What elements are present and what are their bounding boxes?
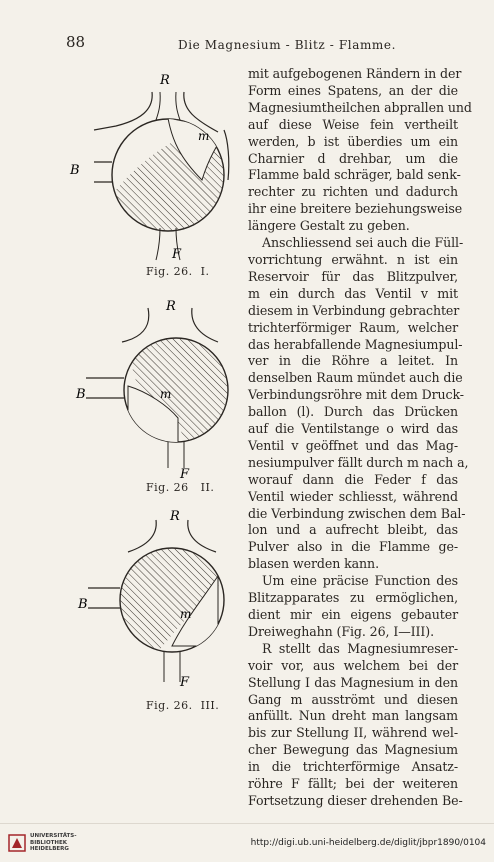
text-line: lon und a aufrecht bleibt, das: [248, 522, 458, 538]
svg-text:B: B: [76, 387, 86, 402]
text-line: in die trichterförmige Ansatz-: [248, 759, 458, 775]
svg-text:B: B: [70, 163, 80, 178]
text-line: diesem in Verbindung gebrachter: [248, 302, 460, 318]
text-line: vorrichtung erwähnt. n ist ein: [248, 251, 458, 267]
text-line: anfüllt. Nun dreht man langsam: [248, 708, 458, 724]
text-line: rechter zu richten und dadurch: [248, 184, 458, 200]
text-line: das herabfallende Magnesiumpul-: [248, 336, 463, 352]
text-line: Pulver also in die Flamme ge-: [248, 539, 458, 555]
svg-text:R: R: [160, 73, 170, 88]
text-line: ballon (l). Durch das Drücken: [248, 404, 458, 420]
text-line: nesiumpulver fällt durch m nach a,: [248, 454, 469, 470]
text-line: cher Bewegung das Magnesium: [248, 742, 458, 758]
text-line: R stellt das Magnesiumreser-: [262, 640, 458, 656]
figure-26-i: [68, 70, 234, 266]
svg-text:R: R: [166, 299, 176, 314]
svg-text:m: m: [198, 129, 210, 143]
text-line: Ventil wieder schliesst, während: [248, 488, 458, 504]
text-line: Magnesiumtheilchen abprallen und: [248, 99, 472, 115]
text-line: werden, b ist überdies um ein: [248, 133, 458, 149]
text-line: Gang m ausströmt und diesen: [248, 691, 458, 707]
text-line: ver in die Röhre a leitet. In: [248, 353, 458, 369]
text-line: auf diese Weise fein vertheilt: [248, 116, 458, 132]
figure-26-ii: [68, 298, 234, 488]
text-line: Dreiweghahn (Fig. 26, I—III).: [248, 623, 435, 639]
text-line: Anschliessend sei auch die Füll-: [262, 235, 464, 251]
figure-caption-iii: Fig. 26. III.: [146, 699, 220, 712]
text-line: Um eine präcise Function des: [262, 573, 458, 589]
text-line: blasen werden kann.: [248, 556, 379, 572]
source-url-link[interactable]: http://digi.ub.uni-heidelberg.de/diglit/jbpr1890/0104: [250, 838, 486, 848]
text-line: Ventil v geöffnet und das Mag-: [248, 437, 458, 453]
text-line: längere Gestalt zu geben.: [248, 218, 410, 234]
footer: [0, 823, 494, 862]
svg-text:F: F: [180, 675, 190, 690]
svg-text:F: F: [172, 247, 182, 262]
text-line: Flamme bald schräger, bald senk-: [248, 167, 461, 183]
text-line: mit aufgebogenen Rändern in der: [248, 66, 462, 81]
body-text: [248, 66, 472, 810]
svg-text:m: m: [160, 387, 172, 401]
svg-text:F: F: [180, 467, 190, 482]
text-line: Form eines Spatens, an der die: [248, 82, 458, 98]
figure-caption-i: Fig. 26. I.: [146, 265, 210, 278]
text-line: worauf dann die Feder f das: [248, 471, 458, 487]
library-logo-icon: [8, 834, 26, 852]
text-line: röhre F fällt; bei der weiteren: [248, 776, 458, 792]
text-line: Stellung I das Magnesium in den: [248, 674, 458, 690]
text-line: dient mir ein eigens gebauter: [248, 607, 458, 622]
text-line: die Verbindung zwischen dem Bal-: [248, 505, 466, 521]
text-line: ihr eine breitere beziehungsweise: [248, 201, 463, 217]
text-line: voir vor, aus welchem bei der: [248, 657, 458, 673]
svg-text:B: B: [78, 597, 88, 612]
svg-text:R: R: [170, 509, 180, 524]
svg-text:m: m: [180, 607, 192, 621]
text-line: Fortsetzung dieser drehenden Be-: [248, 792, 463, 808]
text-line: auf die Ventilstange o wird das: [248, 421, 458, 437]
page-number: 88: [66, 33, 86, 51]
text-line: m ein durch das Ventil v mit: [248, 285, 458, 301]
library-logo-text: UNIVERSITÄTS- BIBLIOTHEK HEIDELBERG: [30, 833, 77, 852]
text-line: Charnier d drehbar, um die: [248, 150, 458, 166]
figure-caption-ii: Fig. 26 II.: [146, 481, 215, 494]
text-line: denselben Raum mündet auch die: [248, 370, 463, 386]
figure-26-iii: [68, 506, 234, 700]
text-line: bis zur Stellung II, während wel-: [248, 725, 458, 741]
running-title: Die Magnesium - Blitz - Flamme.: [178, 38, 397, 52]
text-line: trichterförmiger Raum, welcher: [248, 319, 458, 335]
text-line: Verbindungsröhre mit dem Druck-: [248, 387, 464, 403]
text-line: Blitzapparates zu ermöglichen,: [248, 590, 458, 606]
text-line: Reservoir für das Blitzpulver,: [248, 268, 458, 284]
